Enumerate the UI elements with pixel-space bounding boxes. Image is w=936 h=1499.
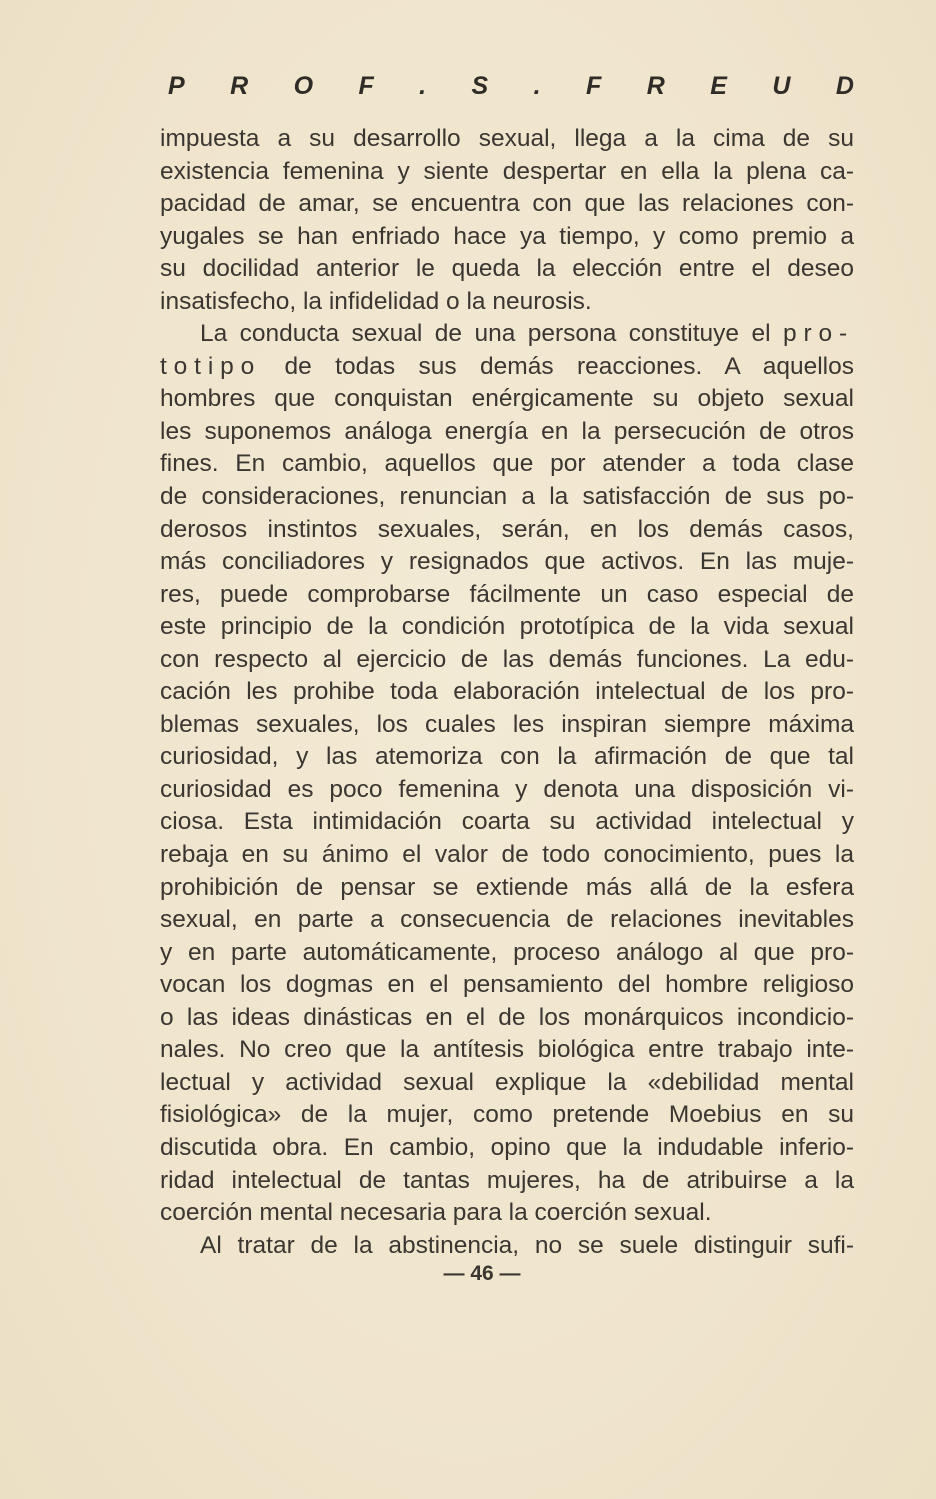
- text-line: lectual y actividad sexual explique la «debilidad mental: [160, 1068, 854, 1096]
- text-line: [160, 351, 854, 384]
- text-line: yugales se han enfriado hace ya tiempo, y como premio a: [160, 222, 854, 250]
- body-text: [160, 123, 854, 1262]
- text-line: res, puede comprobarse fácilmente un caso especial de: [160, 580, 854, 608]
- text-line: fisiológica» de la mujer, como pretende Moebius en su: [160, 1101, 854, 1129]
- text-line: con respecto al ejercicio de las demás funciones. La edu-: [160, 645, 854, 673]
- running-head-letter: U: [772, 71, 791, 100]
- text-line: [160, 318, 854, 351]
- text-line: y en parte automáticamente, proceso análogo al que pro-: [160, 938, 854, 966]
- running-head: [168, 68, 854, 104]
- text-line: o las ideas dinásticas en el de los monárquicos incondicio-: [160, 1003, 854, 1031]
- emphasized-word: pro-: [783, 320, 855, 348]
- running-head-letter: P: [168, 71, 185, 100]
- text-line: impuesta a su desarrollo sexual, llega a la cima de su: [160, 125, 854, 152]
- text-line: nales. No creo que la antítesis biológica entre trabajo inte-: [160, 1036, 854, 1064]
- emphasized-word: totipo: [160, 352, 262, 380]
- running-head-letter: .: [419, 71, 427, 100]
- text-line: existencia femenina y siente despertar en ella la plena ca-: [160, 157, 854, 185]
- text-line: curiosidad, y las atemoriza con la afirmación de que tal: [160, 743, 854, 771]
- running-head-letter: O: [293, 71, 314, 100]
- text-fragment: de todas sus demás reacciones. A aquellos: [284, 352, 854, 380]
- running-head-letter: F: [358, 71, 374, 100]
- text-line: derosos instintos sexuales, serán, en los demás casos,: [160, 515, 854, 543]
- running-head-letter: S: [471, 71, 489, 100]
- text-line: les suponemos análoga energía en la persecución de otros: [160, 417, 854, 445]
- running-head-letter: R: [646, 71, 665, 100]
- running-head-letter: R: [230, 71, 249, 100]
- text-line: prohibición de pensar se extiende más allá de la esfera: [160, 873, 854, 901]
- running-head-letter: E: [710, 71, 727, 100]
- text-line: insatisfecho, la infidelidad o la neurosis.: [160, 287, 592, 315]
- text-line: curiosidad es poco femenina y denota una disposición vi-: [160, 775, 854, 803]
- text-fragment: La conducta sexual de una persona constituye el: [200, 320, 771, 348]
- running-head-letter: .: [533, 71, 541, 100]
- text-line: sexual, en parte a consecuencia de relaciones inevitables: [160, 906, 854, 934]
- text-line: su docilidad anterior le queda la elección entre el deseo: [160, 255, 854, 283]
- text-line: este principio de la condición prototípica de la vida sexual: [160, 613, 854, 641]
- text-line: pacidad de amar, se encuentra con que las relaciones con-: [160, 190, 854, 218]
- text-line: ridad intelectual de tantas mujeres, ha de atribuirse a la: [160, 1166, 854, 1194]
- text-line: ciosa. Esta intimidación coarta su actividad intelectual y: [160, 808, 854, 836]
- text-line: hombres que conquistan enérgicamente su objeto sexual: [160, 385, 854, 413]
- running-head-letter: D: [835, 71, 854, 100]
- text-line: rebaja en su ánimo el valor de todo conocimiento, pues la: [160, 841, 854, 869]
- text-line: coerción mental necesaria para la coerción sexual.: [160, 1199, 712, 1227]
- text-line: vocan los dogmas en el pensamiento del hombre religioso: [160, 971, 854, 999]
- text-line: fines. En cambio, aquellos que por atender a toda clase: [160, 450, 854, 478]
- text-line: Al tratar de la abstinencia, no se suele distinguir sufi-: [200, 1231, 854, 1259]
- text-line: blemas sexuales, los cuales les inspiran siempre máxima: [160, 710, 854, 738]
- text-line: de consideraciones, renuncian a la satisfacción de sus po-: [160, 483, 854, 511]
- running-head-letter: F: [586, 71, 602, 100]
- page-number: — 46 —: [443, 1262, 521, 1285]
- text-line: cación les prohibe toda elaboración intelectual de los pro-: [160, 678, 854, 706]
- text-line: discutida obra. En cambio, opino que la indudable inferio-: [160, 1133, 854, 1161]
- text-line: más conciliadores y resignados que activos. En las muje-: [160, 548, 854, 576]
